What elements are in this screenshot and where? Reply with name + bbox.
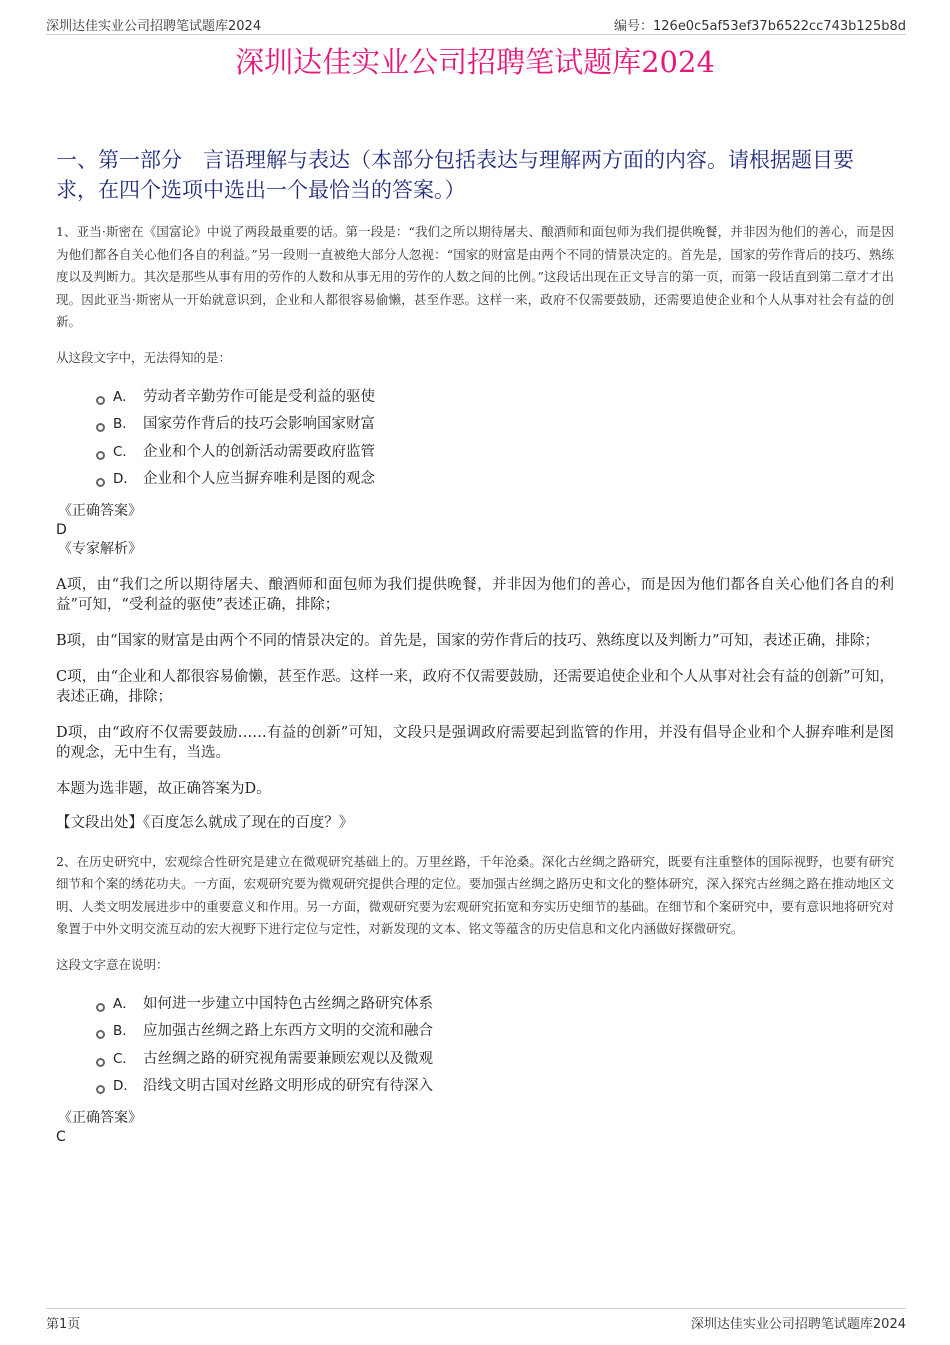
analysis-paragraph: B项，由“国家的财富是由两个不同的情景决定的。首先是，国家的劳作背后的技巧、熟练度以及判断力”可知，表述正确，排除； (56, 632, 879, 649)
option-key: C． (113, 443, 136, 460)
radio-icon[interactable] (96, 1003, 105, 1012)
option-text: 劳动者辛勤劳作可能是受利益的驱使 (143, 388, 375, 405)
analysis-paragraph: C项，由“企业和人都很容易偷懒，甚至作恶。这样一来，政府不仅需要鼓励，还需要追使企业和个人从事对社会有益的创新”可知，表述正确，排除； (56, 668, 894, 705)
radio-icon[interactable] (96, 1058, 105, 1067)
option-d[interactable] (96, 1073, 894, 1101)
option-text: 国家劳作背后的技巧会影响国家财富 (143, 416, 375, 432)
header-doc-title: 深圳达佳实业公司招聘笔试题库2024 (46, 19, 262, 34)
section-heading: 一、第一部分 言语理解与表达（本部分包括表达与理解两方面的内容。请根据题目要求，在四个选项中选出一个最恰当的答案。） (56, 148, 854, 202)
option-key: D． (113, 1078, 137, 1094)
radio-icon[interactable] (96, 423, 105, 432)
option-a[interactable] (96, 991, 894, 1019)
header-doc-number: 编号：126e0c5af53ef37b6522cc743b125b8d (614, 19, 906, 34)
question-2-text: 2、在历史研究中，宏观综合性研究是建立在微观研究基础上的。万里丝路，千年沧桑。深化古丝绸之路研究，既要有注重整体的国际视野，也要有研究细节和个案的绣花功夫。一方面，宏观研究要为微观研究提供合理的定位。要加强古丝绸之路历史和文化的整体研究，深入探究古丝绸之路在推动地区文明、人类文明发展进步中的重要意义和作用。另一方面，微观研究要为宏观研究拓宽和夯实历史细节的基础。在细节和个案研究中，要有意识地将研究对象置于中外文明交流互动的宏大视野下进行定位与定性，对新发现的文本、铭文等蕴含的历史信息和文化内涵做好探微研究。 (56, 853, 894, 936)
question-1-prompt: 从这段文字中，无法得知的是： (56, 349, 232, 365)
main-content (56, 145, 894, 1147)
radio-icon[interactable] (96, 1030, 105, 1039)
page-number: 第1页 (46, 1317, 81, 1332)
option-text: 沿线文明古国对丝路文明形成的研究有待深入 (143, 1078, 433, 1094)
page-title: 深圳达佳实业公司招聘笔试题库2024 (235, 45, 715, 79)
radio-icon[interactable] (96, 1085, 105, 1094)
answer-value: D (56, 521, 67, 538)
option-d[interactable] (96, 466, 894, 494)
analysis-paragraph: D项，由“政府不仅需要鼓励……有益的创新”可知，文段只是强调政府需要起到监管的作用，并没有倡导企业和个人摒弃唯利是图的观念，无中生有，当选。 (56, 724, 894, 761)
radio-icon[interactable] (96, 396, 105, 405)
option-key: B． (113, 1023, 136, 1039)
option-key: B． (113, 416, 136, 432)
page-footer (46, 1308, 906, 1332)
radio-icon[interactable] (96, 451, 105, 460)
option-text: 企业和个人应当摒弃唯利是图的观念 (143, 471, 375, 487)
option-key: A． (113, 388, 136, 405)
analysis-paragraph: A项，由“我们之所以期待屠夫、酿酒师和面包师为我们提供晚餐，并非因为他们的善心，而是因为他们都各自关心他们各自的利益”可知，“受利益的驱使”表述正确，排除； (56, 576, 894, 613)
radio-icon[interactable] (96, 478, 105, 487)
footer-doc-title: 深圳达佳实业公司招聘笔试题库2024 (690, 1317, 906, 1332)
option-text: 企业和个人的创新活动需要政府监管 (143, 443, 375, 460)
question-2-options (96, 991, 894, 1101)
answer-label: 《正确答案》 (58, 502, 142, 519)
option-text: 如何进一步建立中国特色古丝绸之路研究体系 (143, 995, 433, 1012)
option-a[interactable] (96, 384, 894, 412)
option-b[interactable] (96, 1018, 894, 1046)
option-text: 古丝绸之路的研究视角需要兼顾宏观以及微观 (143, 1050, 433, 1067)
option-b[interactable] (96, 411, 894, 439)
answer-value: C (56, 1128, 66, 1145)
source-citation: 【文段出处】《百度怎么就成了现在的百度？》 (56, 814, 354, 831)
option-c[interactable] (96, 439, 894, 467)
question-1-options (96, 384, 894, 494)
analysis-conclusion: 本题为选非题，故正确答案为D。 (56, 780, 271, 797)
question-2-prompt: 这段文字意在说明： (56, 956, 169, 972)
option-key: D． (113, 471, 137, 487)
question-1-text: 1、亚当·斯密在《国富论》中说了两段最重要的话。第一段是：“我们之所以期待屠夫、酿酒师和面包师为我们提供晚餐，并非因为他们的善心，而是因为他们都各自关心他们各自的利益。”另一段则一直被绝大部分人忽视：“国家的财富是由两个不同的情景决定的。首先是，国家的劳作背后的技巧、熟练度以及判断力。其次是那些从事有用的劳作的人数和从事无用的劳作的人数之间的比例。”这段话出现在正文导言的第一页，而第一段话直到第二章才才出现。因此亚当·斯密从一开始就意识到，企业和人都很容易偷懒，甚至作恶。这样一来，政府不仅需要鼓励，还需要追使企业和个人从事对社会有益的创新。 (56, 224, 894, 329)
answer-label: 《正确答案》 (58, 1109, 142, 1126)
option-key: A． (113, 995, 136, 1012)
analysis-label: 《专家解析》 (58, 540, 142, 557)
option-c[interactable] (96, 1046, 894, 1074)
page-header (46, 14, 906, 35)
option-text: 应加强古丝绸之路上东西方文明的交流和融合 (143, 1023, 433, 1039)
option-key: C． (113, 1050, 136, 1067)
